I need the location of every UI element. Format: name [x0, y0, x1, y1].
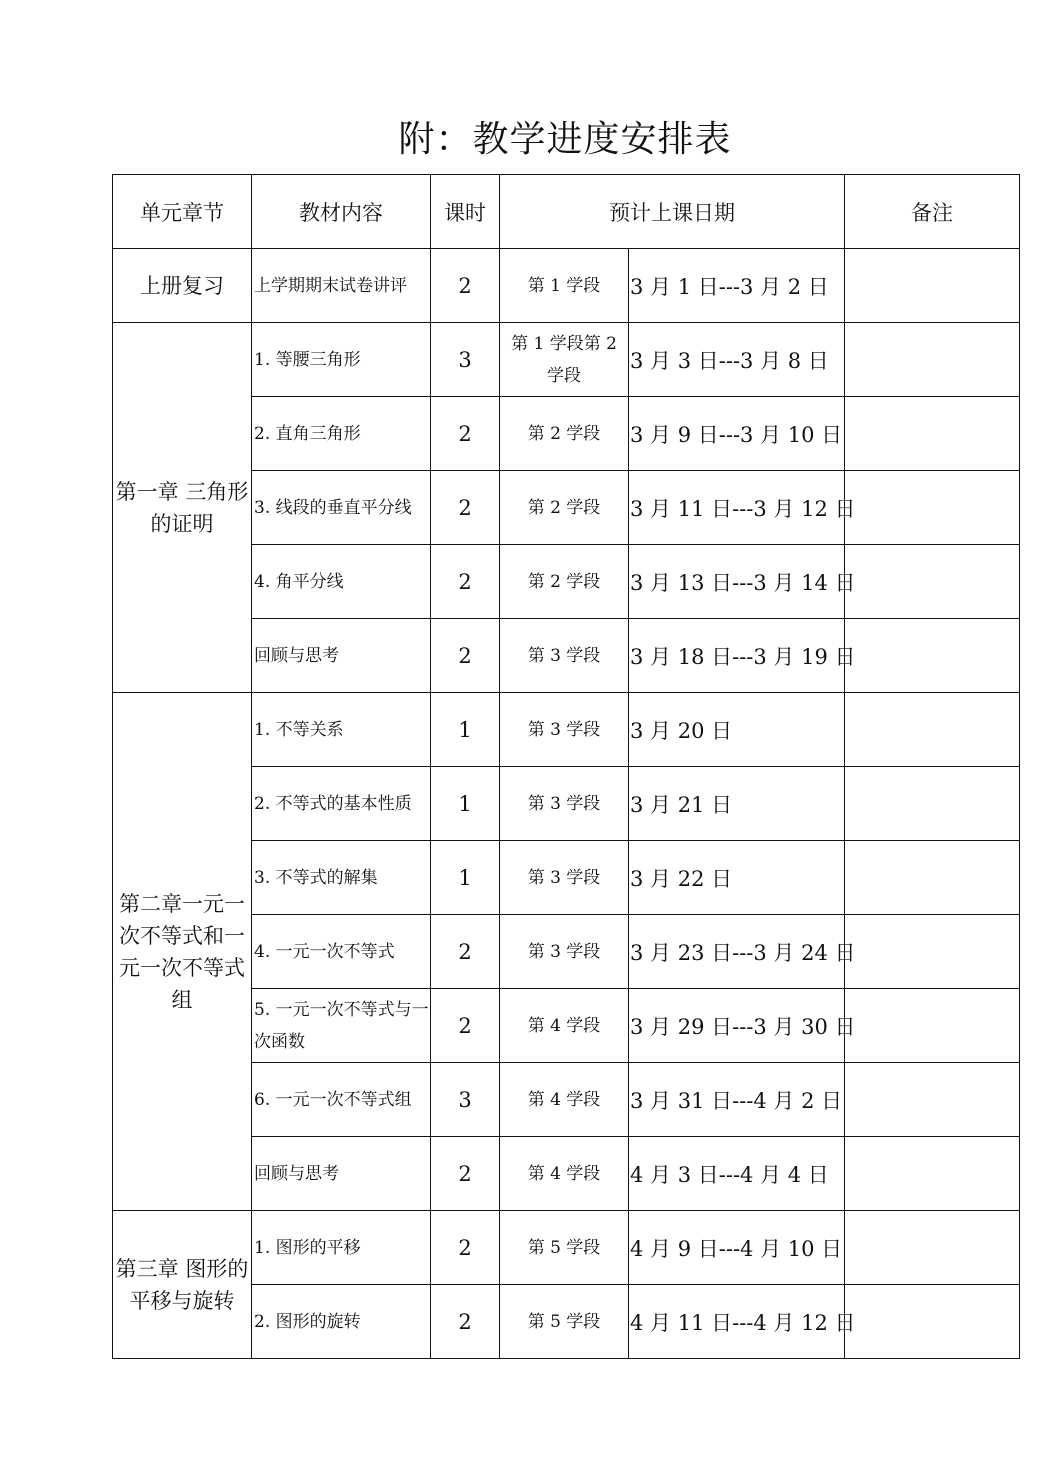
table-row — [113, 1211, 1020, 1285]
date-cell: 3 月 1 日---3 月 2 日 — [629, 249, 845, 323]
table-row — [113, 323, 1020, 397]
note-cell — [845, 323, 1020, 397]
note-cell — [845, 545, 1020, 619]
page-title: 附：教学进度安排表 — [398, 119, 732, 160]
note-cell — [845, 767, 1020, 841]
hours-cell: 2 — [431, 619, 500, 693]
segment-cell: 第 4 学段 — [500, 989, 629, 1063]
hours-cell: 2 — [431, 1137, 500, 1211]
hours-cell: 2 — [431, 471, 500, 545]
content-cell: 6. 一元一次不等式组 — [252, 1063, 431, 1137]
segment-cell: 第 3 学段 — [500, 767, 629, 841]
header-hours: 课时 — [431, 175, 500, 249]
note-cell — [845, 915, 1020, 989]
date-cell: 4 月 9 日---4 月 10 日 — [629, 1211, 845, 1285]
hours-cell: 2 — [431, 989, 500, 1063]
date-cell: 3 月 20 日 — [629, 693, 845, 767]
table-row — [113, 249, 1020, 323]
content-cell: 上学期期末试卷讲评 — [252, 249, 431, 323]
note-cell — [845, 471, 1020, 545]
segment-cell: 第 2 学段 — [500, 397, 629, 471]
hours-cell: 2 — [431, 1211, 500, 1285]
content-cell: 3. 线段的垂直平分线 — [252, 471, 431, 545]
table-row — [113, 693, 1020, 767]
note-cell — [845, 841, 1020, 915]
schedule-table — [112, 174, 1020, 1359]
date-cell: 3 月 21 日 — [629, 767, 845, 841]
note-cell — [845, 249, 1020, 323]
segment-cell: 第 4 学段 — [500, 1137, 629, 1211]
date-cell: 3 月 18 日---3 月 19 日 — [629, 619, 845, 693]
chapter-cell: 第二章一元一次不等式和一元一次不等式组 — [113, 693, 252, 1211]
hours-cell: 2 — [431, 397, 500, 471]
content-cell: 2. 直角三角形 — [252, 397, 431, 471]
segment-cell: 第 3 学段 — [500, 915, 629, 989]
date-cell: 4 月 3 日---4 月 4 日 — [629, 1137, 845, 1211]
date-cell: 3 月 9 日---3 月 10 日 — [629, 397, 845, 471]
content-cell: 回顾与思考 — [252, 619, 431, 693]
date-cell: 3 月 11 日---3 月 12 日 — [629, 471, 845, 545]
note-cell — [845, 1211, 1020, 1285]
note-cell — [845, 397, 1020, 471]
date-cell: 3 月 3 日---3 月 8 日 — [629, 323, 845, 397]
date-cell: 3 月 22 日 — [629, 841, 845, 915]
content-cell: 4. 一元一次不等式 — [252, 915, 431, 989]
note-cell — [845, 1063, 1020, 1137]
content-cell: 2. 图形的旋转 — [252, 1285, 431, 1359]
hours-cell: 2 — [431, 1285, 500, 1359]
note-cell — [845, 1285, 1020, 1359]
hours-cell: 2 — [431, 249, 500, 323]
hours-cell: 1 — [431, 693, 500, 767]
chapter-cell: 第一章 三角形的证明 — [113, 323, 252, 693]
date-cell: 3 月 29 日---3 月 30 日 — [629, 989, 845, 1063]
content-cell: 5. 一元一次不等式与一次函数 — [252, 989, 431, 1063]
note-cell — [845, 693, 1020, 767]
hours-cell: 2 — [431, 545, 500, 619]
date-cell: 3 月 31 日---4 月 2 日 — [629, 1063, 845, 1137]
segment-cell: 第 3 学段 — [500, 841, 629, 915]
note-cell — [845, 1137, 1020, 1211]
chapter-cell: 上册复习 — [113, 249, 252, 323]
content-cell: 1. 不等关系 — [252, 693, 431, 767]
segment-cell: 第 5 学段 — [500, 1211, 629, 1285]
date-cell: 3 月 23 日---3 月 24 日 — [629, 915, 845, 989]
content-cell: 回顾与思考 — [252, 1137, 431, 1211]
segment-cell: 第 3 学段 — [500, 693, 629, 767]
chapter-cell: 第三章 图形的平移与旋转 — [113, 1211, 252, 1359]
hours-cell: 3 — [431, 323, 500, 397]
content-cell: 4. 角平分线 — [252, 545, 431, 619]
hours-cell: 2 — [431, 915, 500, 989]
content-cell: 1. 等腰三角形 — [252, 323, 431, 397]
header-note: 备注 — [845, 175, 1020, 249]
content-cell: 1. 图形的平移 — [252, 1211, 431, 1285]
hours-cell: 1 — [431, 767, 500, 841]
segment-cell: 第 1 学段第 2 学段 — [500, 323, 629, 397]
segment-cell: 第 1 学段 — [500, 249, 629, 323]
date-cell: 3 月 13 日---3 月 14 日 — [629, 545, 845, 619]
header-row — [113, 175, 1020, 249]
segment-cell: 第 2 学段 — [500, 545, 629, 619]
header-content: 教材内容 — [252, 175, 431, 249]
note-cell — [845, 989, 1020, 1063]
note-cell — [845, 619, 1020, 693]
segment-cell: 第 4 学段 — [500, 1063, 629, 1137]
segment-cell: 第 2 学段 — [500, 471, 629, 545]
segment-cell: 第 3 学段 — [500, 619, 629, 693]
content-cell: 3. 不等式的解集 — [252, 841, 431, 915]
hours-cell: 1 — [431, 841, 500, 915]
hours-cell: 3 — [431, 1063, 500, 1137]
header-date: 预计上课日期 — [500, 175, 845, 249]
segment-cell: 第 5 学段 — [500, 1285, 629, 1359]
content-cell: 2. 不等式的基本性质 — [252, 767, 431, 841]
date-cell: 4 月 11 日---4 月 12 日 — [629, 1285, 845, 1359]
header-chapter: 单元章节 — [113, 175, 252, 249]
